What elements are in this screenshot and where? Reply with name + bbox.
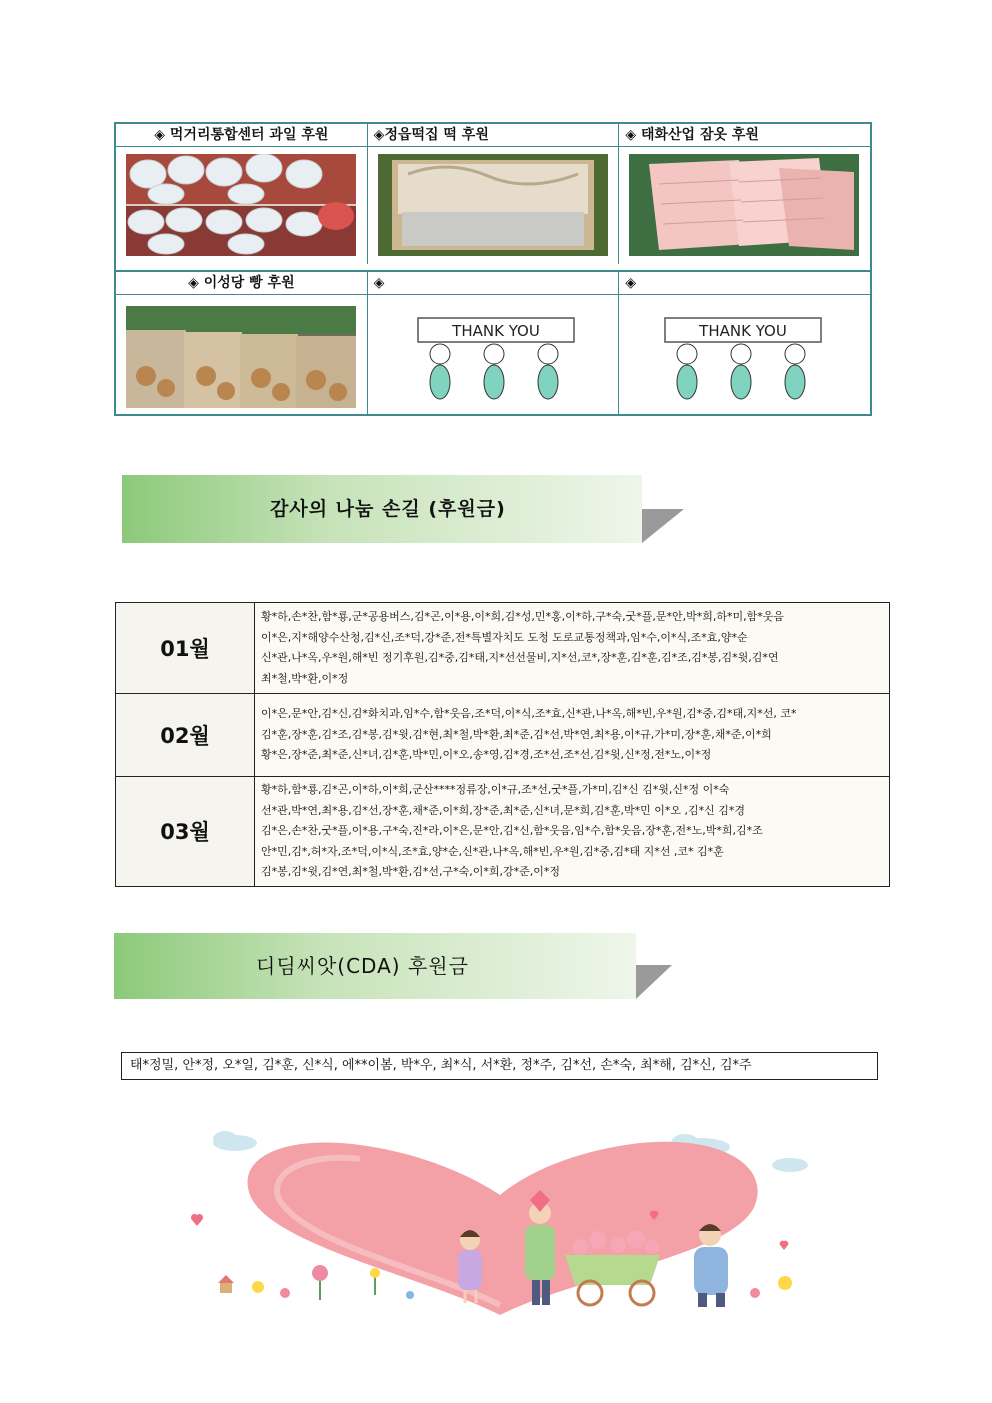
- donor-names: 이*은,문*안,김*신,김*화치과,임*수,함*웃음,조*덕,이*식,조*효,신*관,나*옥,해*빈,우*원,김*중,김*태,지*선, 코* 김*훈,장*훈,김*조,김*봉,김*윗,김*현,최*철,박*환,최*준,김*선,박*연,최*용,이*규,가*미,장*훈,채*준,이*희 황*은,장*준,최*준,신*녀,김*훈,박*민,이*오,송*영,김*경,조*선,조*선,김*윗,신*정,전*노,이*정: [255, 694, 890, 777]
- photo-caption: ◈ 먹거리통합센터 과일 후원: [116, 124, 367, 147]
- section-title: 디딤씨앗(CDA) 후원금: [256, 954, 469, 978]
- heart-illustration: [180, 1125, 820, 1320]
- banner-corner-shape: [642, 509, 684, 543]
- photo-cell-fruit: [116, 124, 368, 264]
- table-row: [116, 603, 890, 694]
- month-label: 02월: [116, 694, 255, 777]
- photo-cell-ricecake: [368, 124, 620, 264]
- cda-donor-list: 태*정밀, 안*정, 오*일, 김*훈, 신*식, 에**이봄, 박*우, 최*식, 서*환, 정*주, 김*선, 손*숙, 최*해, 김*신, 김*주: [121, 1052, 878, 1080]
- section-title: 감사의 나눔 손길 (후원금): [270, 498, 506, 520]
- table-row: [116, 694, 890, 777]
- photo-grid: [114, 122, 872, 416]
- thank-you-illustration: [629, 306, 860, 408]
- ricecake-photo: [378, 154, 609, 256]
- pajamas-photo: [629, 154, 860, 256]
- photo-cell-thanks-1: [368, 272, 620, 414]
- month-label: 03월: [116, 777, 255, 887]
- photo-cell-bread: [116, 272, 368, 414]
- photo-caption: ◈: [368, 272, 619, 295]
- month-label: 01월: [116, 603, 255, 694]
- banner-corner-shape: [636, 965, 672, 999]
- table-row: [116, 777, 890, 887]
- thank-you-text: THANK YOU: [699, 322, 788, 340]
- section-banner-donations: [122, 475, 682, 543]
- thank-you-illustration: [378, 306, 609, 408]
- photo-caption: ◈ 태화산업 잠옷 후원: [619, 124, 870, 147]
- section-banner-cda: [114, 933, 674, 999]
- thank-you-text: THANK YOU: [451, 322, 540, 340]
- donor-names: 황*하,손*찬,함*룡,군*공용버스,김*곤,이*용,이*희,김*성,민*홍,이*하,구*숙,굿*플,문*안,박*희,하*미,함*웃음 이*은,지*해양수산청,김*신,조*덕,강*준,전*특별자치도 도청 도로교통정책과,임*수,이*식,조*효,양*순 신*관,나*옥,우*원,해*빈 정기후원,김*중,김*태,지*선선물비,지*선,코*,장*훈,김*훈,김*조,김*봉,김*윗,김*연 최*철,박*환,이*정: [255, 603, 890, 694]
- photo-caption: ◈정읍떡집 떡 후원: [368, 124, 619, 147]
- photo-cell-pajamas: [619, 124, 870, 264]
- monthly-donations-table: [115, 602, 890, 887]
- fruit-photo: [126, 154, 357, 256]
- photo-row-1: [116, 124, 870, 264]
- photo-caption: ◈: [619, 272, 870, 295]
- photo-cell-thanks-2: [619, 272, 870, 414]
- donor-names: 황*하,함*룡,김*곤,이*하,이*희,군산****정류장,이*규,조*선,굿*플,가*미,김*신 김*윗,신*정 이*숙 선*관,박*연,최*용,김*선,장*훈,채*준,이*희,장*준,최*준,신*녀,문*희,김*훈,박*민 이*오 ,김*신 김*경 김*은,손*찬,굿*플,이*용,구*숙,진*라,이*은,문*안,김*신,함*웃음,임*수,함*웃음,장*훈,전*노,박*희,김*조 안*민,김*,허*자,조*덕,이*식,조*효,양*순,신*관,나*옥,해*빈,우*원,김*중,김*태 지*선 ,코* 김*훈 김*봉,김*윗,김*연,최*철,박*환,김*선,구*숙,이*희,강*준,이*정: [255, 777, 890, 887]
- photo-row-2: [116, 270, 870, 414]
- bread-photo: [126, 306, 357, 408]
- photo-caption: ◈ 이성당 빵 후원: [116, 272, 367, 295]
